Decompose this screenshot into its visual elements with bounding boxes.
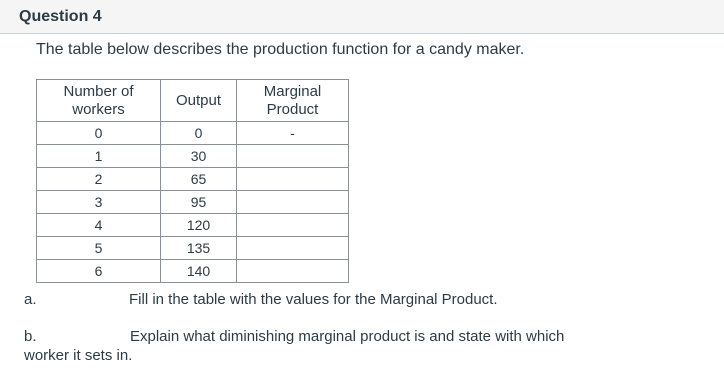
- cell-marginal-product: [237, 214, 349, 237]
- cell-workers: 6: [37, 260, 161, 283]
- table-row: [37, 214, 349, 237]
- cell-marginal-product: [237, 237, 349, 260]
- cell-output: 120: [161, 214, 237, 237]
- header-output: [161, 80, 237, 122]
- cell-workers: 3: [37, 191, 161, 214]
- cell-output: 140: [161, 260, 237, 283]
- part-b-text-line2: worker it sets in.: [24, 347, 133, 364]
- cell-workers: 0: [37, 122, 161, 145]
- production-table-container: [36, 79, 349, 283]
- cell-marginal-product: -: [237, 122, 349, 145]
- cell-workers: 5: [37, 237, 161, 260]
- header-workers-line2: workers: [72, 100, 125, 118]
- table-row: [37, 237, 349, 260]
- header-number-of-workers: [37, 80, 161, 122]
- header-marginal-product: [237, 80, 349, 122]
- question-header: [0, 0, 724, 34]
- table-row: [37, 145, 349, 168]
- table-row: [37, 260, 349, 283]
- cell-workers: 2: [37, 168, 161, 191]
- header-mp-line2: Product: [266, 100, 319, 118]
- cell-output: 0: [161, 122, 237, 145]
- cell-output: 65: [161, 168, 237, 191]
- cell-output: 30: [161, 145, 237, 168]
- production-table: [36, 79, 349, 283]
- question-intro: The table below describes the production function for a candy maker.: [36, 41, 525, 58]
- table-header-row: [37, 80, 349, 122]
- cell-marginal-product: [237, 168, 349, 191]
- cell-workers: 1: [37, 145, 161, 168]
- table-row: [37, 191, 349, 214]
- cell-output: 95: [161, 191, 237, 214]
- part-b-letter: b.: [24, 328, 37, 345]
- table-row: [37, 168, 349, 191]
- cell-marginal-product: [237, 260, 349, 283]
- cell-output: 135: [161, 237, 237, 260]
- question-title: Question 4: [19, 8, 102, 25]
- cell-marginal-product: [237, 145, 349, 168]
- cell-marginal-product: [237, 191, 349, 214]
- header-workers-line1: Number of: [63, 83, 134, 101]
- table-row: [37, 122, 349, 145]
- header-mp-line1: Marginal: [263, 83, 322, 101]
- part-b-text-line1: Explain what diminishing marginal product is and state with which: [130, 328, 565, 345]
- cell-workers: 4: [37, 214, 161, 237]
- header-output-label: Output: [175, 91, 222, 109]
- part-a-text: Fill in the table with the values for the Marginal Product.: [129, 291, 498, 308]
- part-a-letter: a.: [24, 291, 37, 308]
